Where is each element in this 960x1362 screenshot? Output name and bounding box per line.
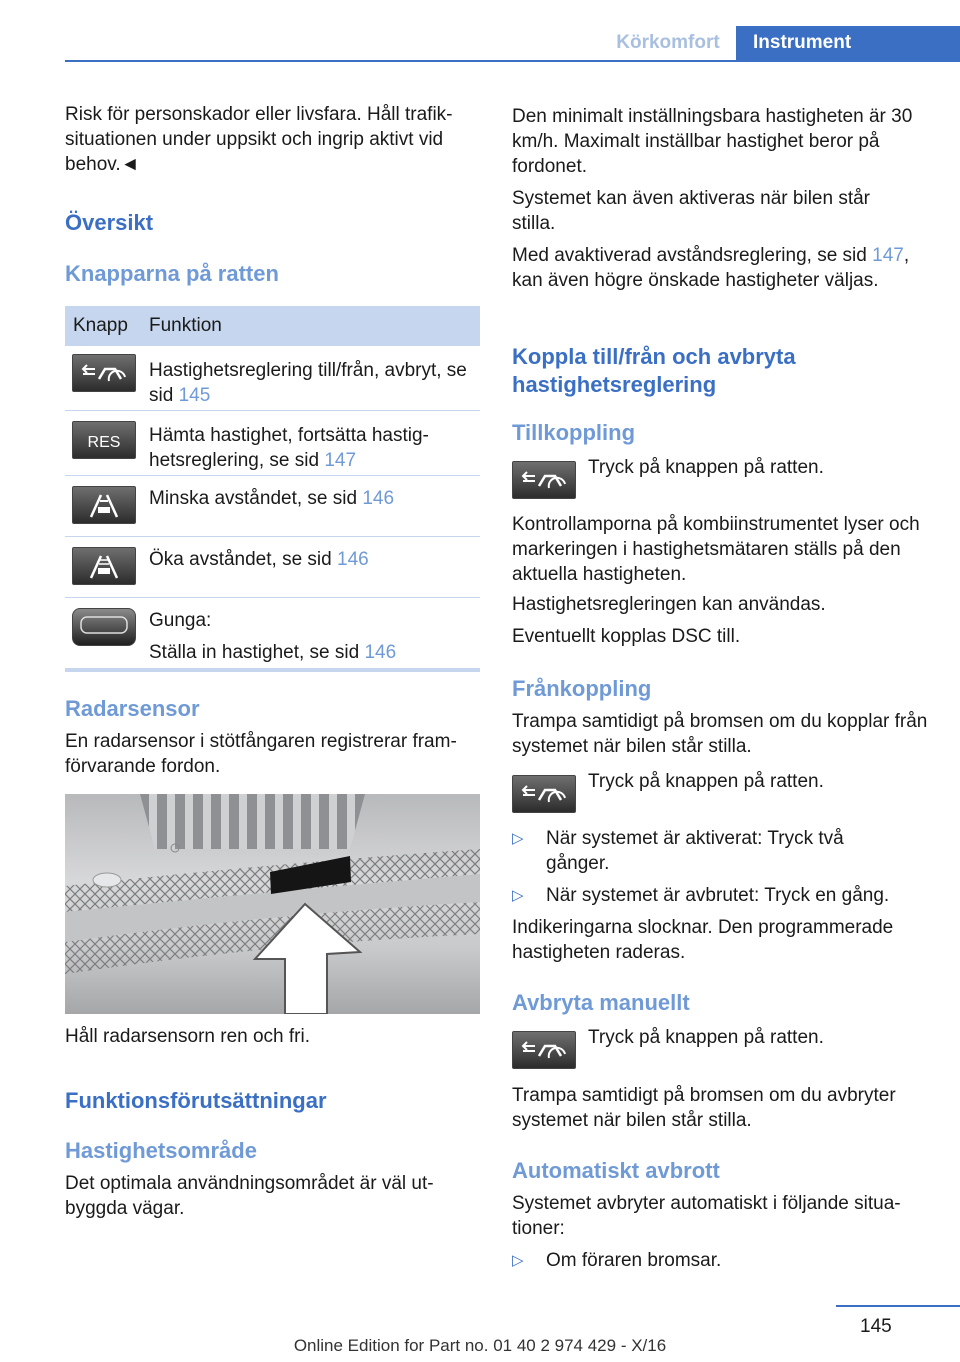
table-header-knapp: Knapp bbox=[73, 315, 128, 336]
table-header-funktion: Funktion bbox=[149, 315, 222, 336]
page-link[interactable]: 147 bbox=[872, 245, 904, 266]
cruise-control-icon bbox=[512, 775, 576, 813]
tab-instrument-label: Instrument bbox=[753, 32, 852, 53]
radar-text: En radarsensor i stötfångaren registrerar fram-förvarande fordon. bbox=[65, 731, 457, 777]
distance-off-text bbox=[512, 243, 922, 293]
page-link[interactable]: 147 bbox=[324, 450, 357, 471]
heading-oversikt: Översikt bbox=[65, 210, 154, 235]
dsc-text: Eventuellt kopplas DSC till. bbox=[512, 626, 741, 647]
row-text: Ställa in hastighet, se sid bbox=[149, 642, 365, 663]
table-cell-function bbox=[149, 358, 474, 408]
switch-off-text: Trampa samtidigt på bromsen om du kopplar från systemet när bilen står stilla. bbox=[512, 711, 928, 757]
list-item-text: När systemet är avbrutet: Tryck en gång. bbox=[546, 885, 890, 906]
list-item-text: När systemet är aktiverat: Tryck två gånger. bbox=[546, 828, 844, 874]
res-label: RES bbox=[87, 434, 121, 451]
distance-decrease-icon bbox=[72, 486, 136, 524]
list-item-text: Om föraren bromsar. bbox=[546, 1250, 722, 1271]
row-text: Hämta hastighet, fortsätta hastig-hetsreglering, se sid bbox=[149, 425, 429, 471]
press-button-text: Tryck på knappen på ratten. bbox=[588, 1027, 824, 1048]
indicator-off-text: Indikeringarna slocknar. Den programmerade hastigheten raderas. bbox=[512, 917, 894, 963]
standstill-text: Systemet kan även aktiveras när bilen står stilla. bbox=[512, 188, 871, 234]
table-row bbox=[65, 346, 480, 411]
auto-cancel-text: Systemet avbryter automatiskt i följande situa-tioner: bbox=[512, 1193, 901, 1239]
press-button-text: Tryck på knappen på ratten. bbox=[588, 771, 824, 792]
tab-korkomfort[interactable]: Körkomfort bbox=[616, 32, 720, 53]
heading-tillkoppling: Tillkoppling bbox=[512, 420, 636, 445]
page-number: 145 bbox=[860, 1316, 892, 1337]
heading-radarsensor: Radarsensor bbox=[65, 696, 200, 721]
heading-avbryta-manuellt: Avbryta manuellt bbox=[512, 990, 690, 1015]
table-header bbox=[65, 306, 480, 346]
table-row bbox=[65, 537, 480, 598]
tab-instrument[interactable] bbox=[736, 26, 960, 62]
radar-caption: Håll radarsensorn ren och fri. bbox=[65, 1026, 310, 1047]
page-link[interactable]: 146 bbox=[362, 488, 395, 509]
omrade-text: Det optimala användningsområdet är väl ut-byggda vägar. bbox=[65, 1173, 434, 1219]
text-segment: Med avaktiverad avståndsreglering, se sid bbox=[512, 245, 873, 266]
text-segment: , kan även högre önskade hastigheter väljas. bbox=[512, 245, 910, 291]
row-text: Hastighetsreglering till/från, avbryt, se sid bbox=[149, 360, 467, 406]
table-cell-function bbox=[149, 608, 474, 665]
heading-frankoppling: Frånkoppling bbox=[512, 676, 652, 701]
distance-increase-icon bbox=[72, 547, 136, 585]
heading-automatiskt-avbrott: Automatiskt avbrott bbox=[512, 1158, 720, 1183]
cruise-control-icon bbox=[512, 1031, 576, 1069]
table-row bbox=[65, 476, 480, 537]
row-text-line bbox=[149, 640, 474, 665]
bullet-triangle-icon: ▷ bbox=[512, 830, 524, 847]
bullet-triangle-icon: ▷ bbox=[512, 887, 524, 904]
press-button-text: Tryck på knappen på ratten. bbox=[588, 457, 824, 478]
res-button-icon bbox=[72, 421, 136, 459]
min-speed-text: Den minimalt inställningsbara hastigheten är 30 km/h. Maximalt inställbar hastighet beror på fordonet. bbox=[512, 106, 913, 177]
manual-cancel-text: Trampa samtidigt på bromsen om du avbryter systemet när bilen står stilla. bbox=[512, 1085, 896, 1131]
table-row bbox=[65, 598, 480, 668]
table-cell-function bbox=[149, 486, 474, 511]
row-text: Gunga: bbox=[149, 610, 212, 631]
page-link[interactable]: 146 bbox=[364, 642, 397, 663]
indicator-text: Kontrollamporna på kombiinstrumentet lyser och markeringen i hastighetsmätaren ställs på den aktuella hastigheten. bbox=[512, 514, 920, 585]
header-rule bbox=[65, 60, 960, 62]
rocker-switch-icon bbox=[72, 608, 136, 646]
heading-koppla: Koppla till/från och avbryta hastighetsreglering bbox=[512, 344, 796, 397]
page-link[interactable]: 146 bbox=[337, 549, 369, 570]
heading-hastighetsomrade: Hastighetsområde bbox=[65, 1138, 257, 1163]
bullet-triangle-icon: ▷ bbox=[512, 1252, 524, 1269]
footer-edition: Online Edition for Part no. 01 40 2 974 429 - X/16 bbox=[293, 1336, 667, 1355]
page-link[interactable]: 145 bbox=[178, 385, 211, 406]
footer-rule bbox=[836, 1305, 960, 1307]
row-text: Öka avståndet, se sid bbox=[149, 549, 337, 570]
cruise-control-icon bbox=[72, 354, 136, 392]
table-bottom-rule bbox=[65, 668, 480, 672]
heading-knapparna: Knapparna på ratten bbox=[65, 261, 279, 286]
left-column bbox=[65, 102, 480, 177]
table-row bbox=[65, 411, 480, 476]
table-cell-function bbox=[149, 423, 474, 473]
intro-warning-text: Risk för personskador eller livsfara. Håll trafik-situationen under uppsikt och ingrip aktivt vid behov.◄ bbox=[65, 104, 453, 175]
buttons-table bbox=[65, 306, 480, 668]
table-cell-function bbox=[149, 547, 474, 572]
radar-sensor-image bbox=[65, 794, 480, 1014]
heading-funktionsforutsattningar: Funktionsförutsättningar bbox=[65, 1088, 327, 1113]
row-text: Minska avståndet, se sid bbox=[149, 488, 363, 509]
cruise-control-icon bbox=[512, 461, 576, 499]
usable-text: Hastighetsregleringen kan användas. bbox=[512, 594, 826, 615]
